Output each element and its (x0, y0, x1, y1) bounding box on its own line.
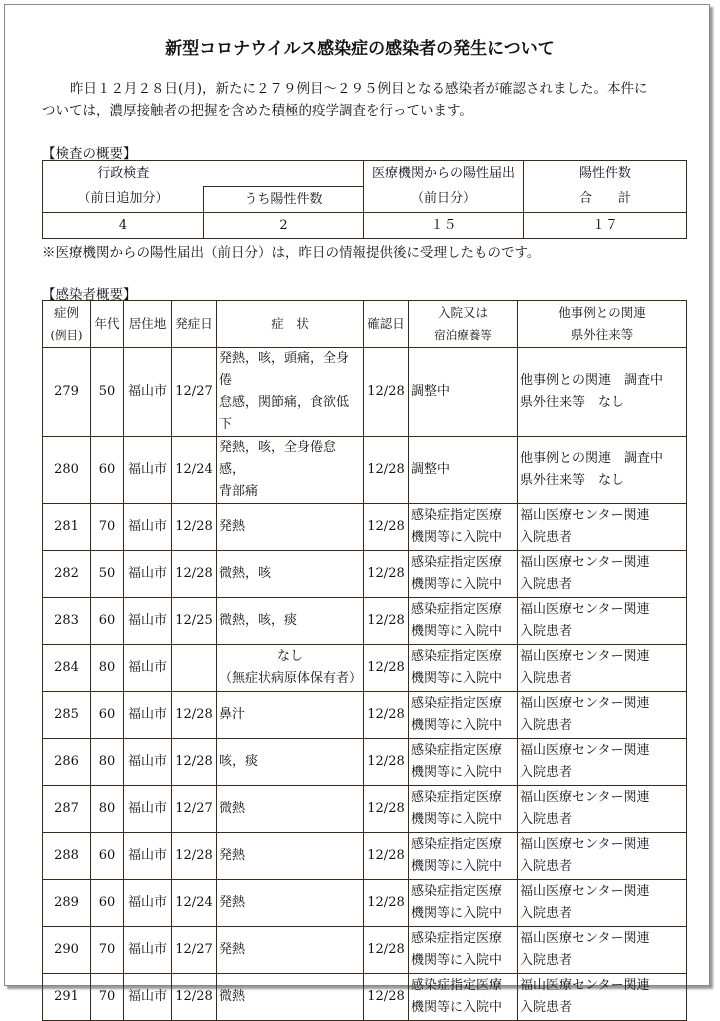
residence-text: 福山市 (127, 989, 167, 1004)
confirmed-date (364, 739, 409, 786)
relation (518, 739, 687, 786)
case-number-text: 282 (54, 566, 79, 581)
relation-text: 福山医療センター関連 (520, 837, 650, 852)
case-number (43, 645, 91, 692)
age-group-text: 80 (98, 801, 116, 816)
relation-text: 福山医療センター関連 (520, 508, 650, 523)
residence-text: 福山市 (127, 707, 167, 722)
residence-text: 福山市 (127, 801, 167, 816)
confirmed-date (364, 598, 409, 645)
positive-header: うち陽性件数 (204, 187, 364, 213)
onset-date (172, 551, 217, 598)
age-group-text: 50 (98, 566, 116, 581)
case-number (43, 504, 91, 551)
case-number (43, 551, 91, 598)
case-number-text: 280 (54, 462, 79, 477)
case-number (43, 692, 91, 739)
residence-text: 福山市 (127, 942, 167, 957)
hospitalization (409, 504, 518, 551)
residence (124, 348, 172, 437)
relation-text: 入院患者 (520, 624, 573, 639)
relation (518, 437, 687, 504)
age-group (91, 437, 124, 504)
residence-text: 福山市 (127, 462, 167, 477)
hospitalization (409, 598, 518, 645)
residence (124, 504, 172, 551)
onset-date (172, 786, 217, 833)
relation (518, 504, 687, 551)
hospitalization-text: 機関等に入院中 (411, 577, 503, 592)
hospitalization-text: 機関等に入院中 (411, 718, 503, 733)
total-value: １７ (524, 213, 687, 239)
residence-text: 福山市 (127, 566, 167, 581)
confirmed-date-text: 12/28 (367, 566, 405, 581)
page-title: 新型コロナウイルス感染症の感染者の発生について (165, 39, 555, 59)
onset-date-text: 12/27 (175, 942, 213, 957)
hospitalization-text: 感染症指定医療 (411, 555, 503, 570)
hospitalization-text: 感染症指定医療 (411, 696, 503, 711)
residence-text: 福山市 (127, 519, 167, 534)
symptoms (217, 974, 364, 1021)
confirmed-date-text: 12/28 (367, 848, 405, 863)
symptoms-text: 怠感，関節痛，食欲低下 (219, 395, 350, 432)
case-number-text: 290 (54, 942, 79, 957)
case-number-text: 284 (54, 660, 79, 675)
header-onset: 発症日 (172, 301, 217, 348)
onset-date-text: 12/28 (175, 848, 213, 863)
confirmed-date (364, 645, 409, 692)
symptoms (217, 692, 364, 739)
header-case: 症例 (例目) (43, 301, 91, 348)
onset-date (172, 348, 217, 437)
residence (124, 437, 172, 504)
relation (518, 786, 687, 833)
age-group-text: 80 (98, 754, 116, 769)
relation-text: 福山医療センター関連 (520, 743, 650, 758)
age-group (91, 645, 124, 692)
hospitalization (409, 786, 518, 833)
residence-text: 福山市 (127, 848, 167, 863)
onset-date-text: 12/25 (175, 613, 213, 628)
age-group (91, 974, 124, 1021)
confirmed-date (364, 786, 409, 833)
header-relation: 他事例との関連 県外往来等 (518, 301, 687, 348)
confirmed-date-text: 12/28 (367, 707, 405, 722)
case-number-text: 281 (54, 519, 79, 534)
symptoms-text: 発熱 (219, 519, 246, 534)
blank-cell (204, 161, 364, 187)
hospitalization-text: 調整中 (411, 384, 451, 399)
case-number (43, 880, 91, 927)
confirmed-date (364, 692, 409, 739)
residence (124, 739, 172, 786)
age-group-text: 70 (98, 942, 116, 957)
table-row (43, 348, 687, 437)
onset-date (172, 739, 217, 786)
header-age: 年代 (91, 301, 124, 348)
symptoms-text: 微熱，咳，痰 (219, 613, 298, 628)
hospitalization-text: 感染症指定医療 (411, 837, 503, 852)
case-number (43, 348, 91, 437)
age-group (91, 739, 124, 786)
onset-date-text: 12/28 (175, 566, 213, 581)
test-summary-heading: 【検査の概要】 (42, 146, 137, 162)
intro-line: 昨日１２月２８日(月)，新たに２７９例目～２９５例目となる感染者が確認されました。本件に (70, 81, 648, 97)
age-group-text: 50 (98, 384, 116, 399)
table-row (43, 974, 687, 1021)
confirmed-date (364, 927, 409, 974)
relation (518, 692, 687, 739)
relation (518, 348, 687, 437)
age-group-text: 60 (98, 707, 116, 722)
hospitalization-text: 感染症指定医療 (411, 978, 503, 993)
case-number-text: 285 (54, 707, 79, 722)
hospitalization (409, 833, 518, 880)
symptoms (217, 739, 364, 786)
symptoms-text: 微熱，咳 (219, 566, 272, 581)
hospitalization (409, 645, 518, 692)
relation-text: 福山医療センター関連 (520, 790, 650, 805)
hospitalization (409, 739, 518, 786)
relation-text: 入院患者 (520, 718, 573, 733)
symptoms (217, 786, 364, 833)
age-group (91, 551, 124, 598)
hospitalization (409, 437, 518, 504)
residence-text: 福山市 (127, 754, 167, 769)
onset-date (172, 833, 217, 880)
total-subheader: 合 計 (524, 187, 687, 213)
table-row (43, 598, 687, 645)
age-group (91, 348, 124, 437)
symptoms-text: 鼻汁 (219, 707, 246, 722)
onset-date-text: 12/24 (175, 462, 213, 477)
confirmed-date (364, 504, 409, 551)
hospitalization-text: 機関等に入院中 (411, 624, 503, 639)
table-row (43, 739, 687, 786)
relation-text: 福山医療センター関連 (520, 555, 650, 570)
confirmed-date (364, 974, 409, 1021)
symptoms-text: 発熱，咳，頭痛，全身倦 (219, 351, 350, 388)
admin-subheader: （前日追加分） (43, 187, 204, 213)
age-group (91, 692, 124, 739)
case-number (43, 786, 91, 833)
cases-table (42, 300, 687, 1021)
age-group-text: 60 (98, 895, 116, 910)
table-row (43, 437, 687, 504)
onset-date-text: 12/28 (175, 519, 213, 534)
case-number (43, 598, 91, 645)
confirmed-date (364, 551, 409, 598)
age-group-text: 70 (98, 519, 116, 534)
table-row (43, 833, 687, 880)
onset-date (172, 598, 217, 645)
age-group-text: 60 (98, 848, 116, 863)
relation-text: 福山医療センター関連 (520, 931, 650, 946)
total-header: 陽性件数 (524, 161, 687, 187)
case-number-text: 288 (54, 848, 79, 863)
hospitalization (409, 551, 518, 598)
header-hospitalization: 入院又は 宿泊療養等 (409, 301, 518, 348)
symptoms (217, 598, 364, 645)
onset-date-text: 12/28 (175, 707, 213, 722)
age-group-text: 70 (98, 989, 116, 1004)
table-header-row (43, 301, 687, 348)
hospitalization-text: 感染症指定医療 (411, 508, 503, 523)
confirmed-date (364, 880, 409, 927)
residence (124, 880, 172, 927)
hospitalization-text: 機関等に入院中 (411, 671, 503, 686)
medical-subheader: （前日分） (364, 187, 524, 213)
relation-text: 入院患者 (520, 812, 573, 827)
symptoms-text: 背部痛 (219, 484, 259, 499)
confirmed-date-text: 12/28 (367, 660, 405, 675)
case-number-text: 286 (54, 754, 79, 769)
symptoms (217, 880, 364, 927)
hospitalization-text: 感染症指定医療 (411, 884, 503, 899)
onset-date (172, 504, 217, 551)
relation (518, 974, 687, 1021)
hospitalization-text: 機関等に入院中 (411, 812, 503, 827)
case-number (43, 739, 91, 786)
symptoms (217, 348, 364, 437)
case-number (43, 437, 91, 504)
relation-text: 福山医療センター関連 (520, 649, 650, 664)
symptoms-text: 発熱 (219, 895, 246, 910)
onset-date-text: 12/28 (175, 989, 213, 1004)
relation (518, 598, 687, 645)
hospitalization-text: 機関等に入院中 (411, 765, 503, 780)
case-number-text: 289 (54, 895, 79, 910)
onset-date-text: 12/24 (175, 895, 213, 910)
relation-text: 入院患者 (520, 953, 573, 968)
relation (518, 645, 687, 692)
relation (518, 551, 687, 598)
confirmed-date-text: 12/28 (367, 519, 405, 534)
table-row (43, 786, 687, 833)
relation-text: 他事例との関連 調査中 (520, 451, 664, 466)
relation-text: 県外往来等 なし (520, 473, 625, 488)
relation-text: 入院患者 (520, 1000, 573, 1015)
medical-header: 医療機関からの陽性届出 (364, 161, 524, 187)
confirmed-date (364, 348, 409, 437)
onset-date-text: 12/27 (175, 384, 213, 399)
onset-date (172, 692, 217, 739)
hospitalization (409, 348, 518, 437)
age-group-text: 80 (98, 660, 116, 675)
symptoms-text: 発熱 (219, 848, 246, 863)
relation-text: 福山医療センター関連 (520, 884, 650, 899)
table-row (43, 551, 687, 598)
onset-date-text: 12/28 (175, 754, 213, 769)
table-row (43, 504, 687, 551)
relation-text: 入院患者 (520, 530, 573, 545)
case-number (43, 974, 91, 1021)
test-summary-note: ※医療機関からの陽性届出（前日分）は，昨日の情報提供後に受理したものです。 (42, 245, 541, 261)
hospitalization-text: 機関等に入院中 (411, 859, 503, 874)
hospitalization-text: 感染症指定医療 (411, 790, 503, 805)
header-residence: 居住地 (124, 301, 172, 348)
residence (124, 927, 172, 974)
table-row (43, 880, 687, 927)
age-group (91, 786, 124, 833)
case-number-text: 291 (54, 989, 79, 1004)
symptoms-text: （無症状病原体保有者） (219, 671, 363, 686)
positive-value: 2 (204, 213, 364, 239)
relation-text: 入院患者 (520, 577, 573, 592)
confirmed-date-text: 12/28 (367, 384, 405, 399)
confirmed-date-text: 12/28 (367, 942, 405, 957)
relation-text: 入院患者 (520, 671, 573, 686)
symptoms-text: 咳，痰 (219, 754, 259, 769)
intro-paragraph (42, 78, 682, 122)
residence-text: 福山市 (127, 613, 167, 628)
admin-header: 行政検査 (43, 161, 204, 187)
table-row (43, 927, 687, 974)
header-symptoms: 症 状 (217, 301, 364, 348)
symptoms-text: なし (276, 649, 303, 664)
admin-value: 4 (43, 213, 204, 239)
hospitalization (409, 974, 518, 1021)
symptoms (217, 551, 364, 598)
onset-date (172, 927, 217, 974)
relation (518, 833, 687, 880)
confirmed-date-text: 12/28 (367, 989, 405, 1004)
hospitalization (409, 927, 518, 974)
confirmed-date-text: 12/28 (367, 895, 405, 910)
relation (518, 880, 687, 927)
residence (124, 598, 172, 645)
hospitalization-text: 感染症指定医療 (411, 649, 503, 664)
symptoms (217, 927, 364, 974)
hospitalization (409, 880, 518, 927)
symptoms (217, 504, 364, 551)
residence (124, 974, 172, 1021)
symptoms (217, 645, 364, 692)
onset-date (172, 437, 217, 504)
onset-date (172, 974, 217, 1021)
relation-text: 福山医療センター関連 (520, 602, 650, 617)
relation-text: 福山医療センター関連 (520, 696, 650, 711)
intro-line: ついては，濃厚接触者の把握を含めた積極的疫学調査を行っています。 (42, 103, 473, 119)
residence (124, 786, 172, 833)
relation-text: 福山医療センター関連 (520, 978, 650, 993)
residence-text: 福山市 (127, 660, 167, 675)
symptoms (217, 833, 364, 880)
hospitalization-text: 調整中 (411, 462, 451, 477)
symptoms-text: 発熱 (219, 942, 246, 957)
relation-text: 入院患者 (520, 859, 573, 874)
onset-date (172, 880, 217, 927)
table-row (43, 692, 687, 739)
hospitalization-text: 機関等に入院中 (411, 1000, 503, 1015)
confirmed-date-text: 12/28 (367, 462, 405, 477)
table-row (43, 645, 687, 692)
relation-text: 入院患者 (520, 765, 573, 780)
relation-text: 入院患者 (520, 906, 573, 921)
hospitalization-text: 感染症指定医療 (411, 931, 503, 946)
residence-text: 福山市 (127, 895, 167, 910)
medical-value: １５ (364, 213, 524, 239)
hospitalization-text: 感染症指定医療 (411, 743, 503, 758)
residence (124, 551, 172, 598)
age-group (91, 504, 124, 551)
case-number-text: 287 (54, 801, 79, 816)
confirmed-date-text: 12/28 (367, 754, 405, 769)
relation (518, 927, 687, 974)
residence (124, 692, 172, 739)
test-summary-table (42, 160, 687, 239)
residence-text: 福山市 (127, 384, 167, 399)
symptoms-text: 微熱 (219, 801, 246, 816)
onset-date-text: 12/27 (175, 801, 213, 816)
case-number (43, 833, 91, 880)
relation-text: 県外往来等 なし (520, 395, 625, 410)
case-number (43, 927, 91, 974)
case-number-text: 279 (54, 384, 79, 399)
header-confirmed: 確認日 (364, 301, 409, 348)
hospitalization-text: 機関等に入院中 (411, 530, 503, 545)
age-group (91, 927, 124, 974)
onset-date (172, 645, 217, 692)
confirmed-date-text: 12/28 (367, 613, 405, 628)
residence (124, 645, 172, 692)
confirmed-date (364, 833, 409, 880)
relation-text: 他事例との関連 調査中 (520, 373, 664, 388)
cases-heading: 【感染者概要】 (42, 287, 137, 303)
confirmed-date (364, 437, 409, 504)
symptoms (217, 437, 364, 504)
hospitalization (409, 692, 518, 739)
symptoms-text: 微熱 (219, 989, 246, 1004)
residence (124, 833, 172, 880)
hospitalization-text: 感染症指定医療 (411, 602, 503, 617)
age-group-text: 60 (98, 462, 116, 477)
case-number-text: 283 (54, 613, 79, 628)
hospitalization-text: 機関等に入院中 (411, 906, 503, 921)
hospitalization-text: 機関等に入院中 (411, 953, 503, 968)
symptoms-text: 発熱，咳，全身倦怠感， (219, 440, 337, 477)
age-group-text: 60 (98, 613, 116, 628)
age-group (91, 598, 124, 645)
age-group (91, 833, 124, 880)
confirmed-date-text: 12/28 (367, 801, 405, 816)
age-group (91, 880, 124, 927)
